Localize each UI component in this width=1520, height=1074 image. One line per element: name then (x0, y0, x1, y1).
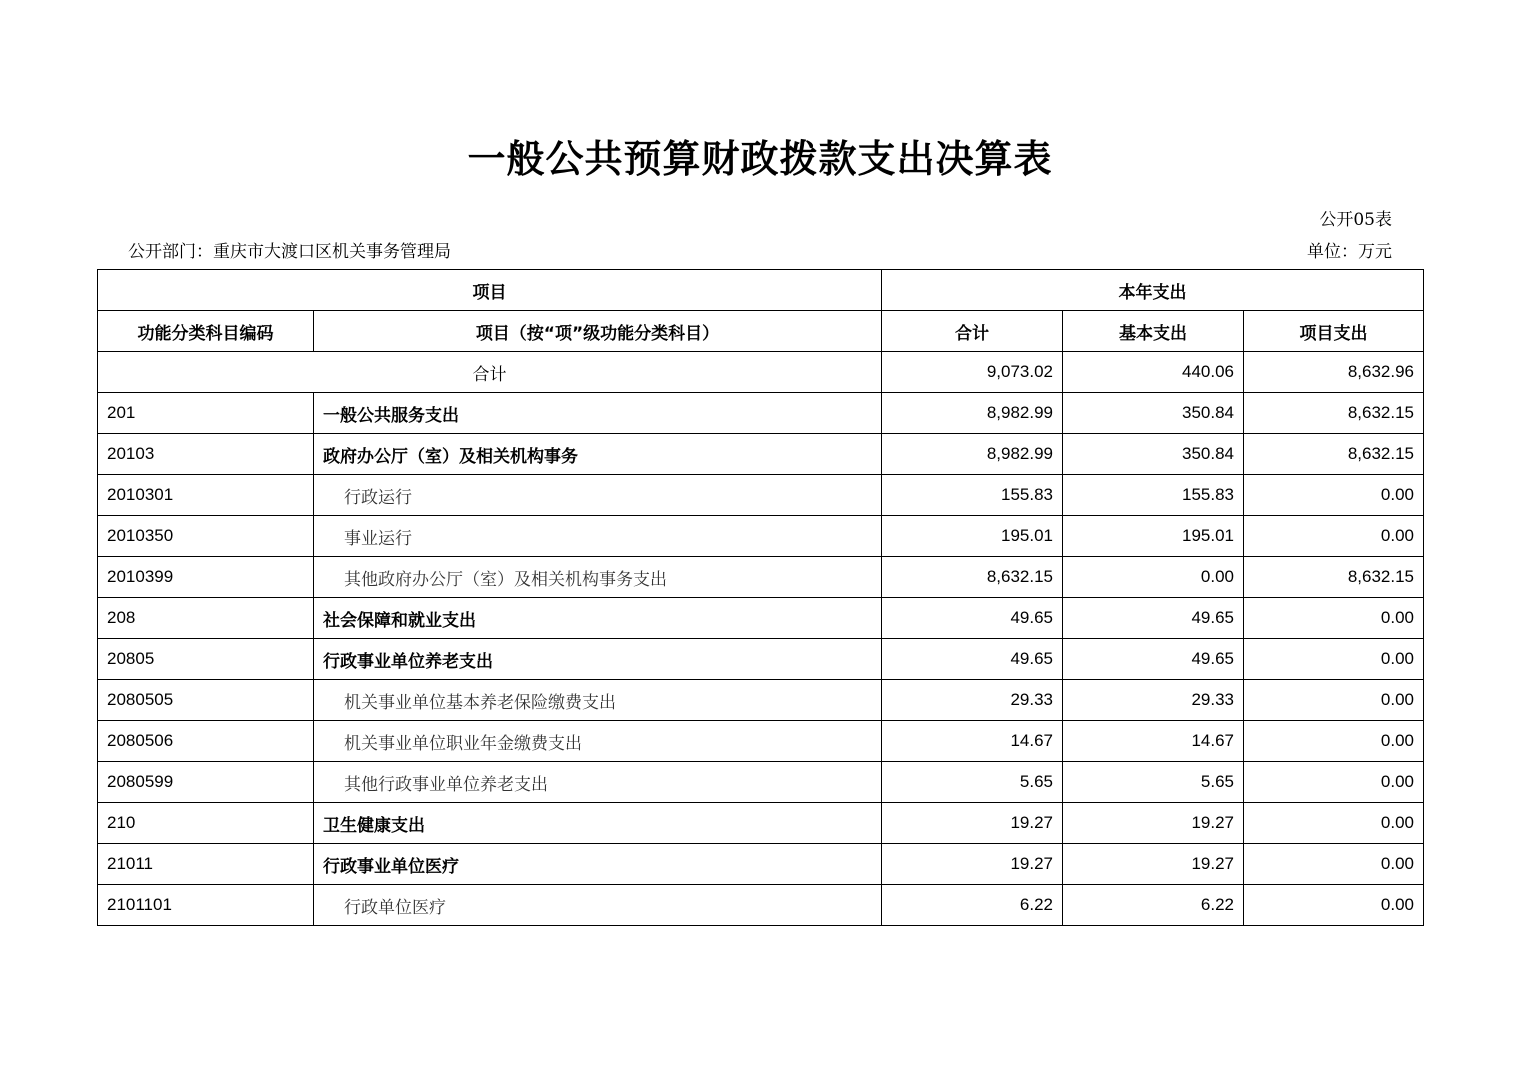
page-title: 一般公共预算财政拨款支出决算表 (467, 137, 1053, 181)
row-code: 2010301 (98, 475, 314, 516)
table-row (98, 803, 1424, 844)
row-code: 210 (98, 803, 314, 844)
table-row (98, 680, 1424, 721)
row-project: 8,632.15 (1244, 557, 1424, 598)
row-basic: 19.27 (1063, 844, 1244, 885)
table-row (98, 885, 1424, 926)
header-project: 项目支出 (1244, 311, 1424, 352)
header-row-2 (98, 311, 1424, 352)
row-basic: 19.27 (1063, 803, 1244, 844)
row-total: 14.67 (882, 721, 1063, 762)
row-code: 2080506 (98, 721, 314, 762)
row-code: 20103 (98, 434, 314, 475)
row-total: 5.65 (882, 762, 1063, 803)
row-total: 49.65 (882, 639, 1063, 680)
row-total: 19.27 (882, 803, 1063, 844)
row-name: 行政单位医疗 (314, 885, 882, 926)
row-total: 195.01 (882, 516, 1063, 557)
row-total: 8,632.15 (882, 557, 1063, 598)
row-total: 155.83 (882, 475, 1063, 516)
row-basic: 195.01 (1063, 516, 1244, 557)
row-code: 21011 (98, 844, 314, 885)
row-total: 19.27 (882, 844, 1063, 885)
row-project: 0.00 (1244, 475, 1424, 516)
row-code: 201 (98, 393, 314, 434)
row-name: 机关事业单位基本养老保险缴费支出 (314, 680, 882, 721)
row-basic: 350.84 (1063, 434, 1244, 475)
header-basic: 基本支出 (1063, 311, 1244, 352)
table-row (98, 762, 1424, 803)
unit-label: 单位：万元 (1307, 242, 1392, 262)
form-number: 公开05表 (1319, 210, 1392, 230)
row-basic: 6.22 (1063, 885, 1244, 926)
row-name: 社会保障和就业支出 (314, 598, 882, 639)
header-row-1 (98, 270, 1424, 311)
header-total: 合计 (882, 311, 1063, 352)
row-basic: 29.33 (1063, 680, 1244, 721)
header-current-year: 本年支出 (882, 270, 1424, 311)
row-code: 20805 (98, 639, 314, 680)
row-code: 208 (98, 598, 314, 639)
row-code: 2080599 (98, 762, 314, 803)
row-basic: 155.83 (1063, 475, 1244, 516)
table-row (98, 598, 1424, 639)
row-project: 0.00 (1244, 721, 1424, 762)
row-total: 8,982.99 (882, 434, 1063, 475)
row-basic: 49.65 (1063, 639, 1244, 680)
row-basic: 5.65 (1063, 762, 1244, 803)
row-project: 0.00 (1244, 680, 1424, 721)
table-row (98, 721, 1424, 762)
table-row (98, 557, 1424, 598)
row-project: 0.00 (1244, 762, 1424, 803)
row-name: 行政事业单位医疗 (314, 844, 882, 885)
table-row (98, 844, 1424, 885)
row-code: 2080505 (98, 680, 314, 721)
table-row (98, 516, 1424, 557)
header-item: 项目 (98, 270, 882, 311)
row-project: 0.00 (1244, 516, 1424, 557)
total-label: 合计 (98, 352, 882, 393)
header-name: 项目（按“项”级功能分类科目） (314, 311, 882, 352)
row-project: 8,632.15 (1244, 393, 1424, 434)
table-row (98, 475, 1424, 516)
header-code: 功能分类科目编码 (98, 311, 314, 352)
row-name: 政府办公厅（室）及相关机构事务 (314, 434, 882, 475)
row-code: 2010399 (98, 557, 314, 598)
department-label: 公开部门：重庆市大渡口区机关事务管理局 (128, 242, 451, 262)
total-basic: 440.06 (1063, 352, 1244, 393)
row-name: 事业运行 (314, 516, 882, 557)
row-total: 8,982.99 (882, 393, 1063, 434)
table-row (98, 434, 1424, 475)
row-name: 卫生健康支出 (314, 803, 882, 844)
total-total: 9,073.02 (882, 352, 1063, 393)
row-project: 0.00 (1244, 803, 1424, 844)
row-name: 其他行政事业单位养老支出 (314, 762, 882, 803)
total-row (98, 352, 1424, 393)
row-basic: 0.00 (1063, 557, 1244, 598)
row-project: 0.00 (1244, 844, 1424, 885)
expenditure-table (97, 269, 1424, 926)
row-project: 0.00 (1244, 885, 1424, 926)
row-total: 49.65 (882, 598, 1063, 639)
table-row (98, 639, 1424, 680)
row-basic: 49.65 (1063, 598, 1244, 639)
row-project: 8,632.15 (1244, 434, 1424, 475)
row-project: 0.00 (1244, 639, 1424, 680)
row-total: 29.33 (882, 680, 1063, 721)
table-row (98, 393, 1424, 434)
row-name: 行政运行 (314, 475, 882, 516)
row-basic: 350.84 (1063, 393, 1244, 434)
row-code: 2010350 (98, 516, 314, 557)
row-code: 2101101 (98, 885, 314, 926)
row-project: 0.00 (1244, 598, 1424, 639)
row-name: 其他政府办公厅（室）及相关机构事务支出 (314, 557, 882, 598)
row-total: 6.22 (882, 885, 1063, 926)
row-name: 机关事业单位职业年金缴费支出 (314, 721, 882, 762)
total-project: 8,632.96 (1244, 352, 1424, 393)
row-name: 行政事业单位养老支出 (314, 639, 882, 680)
row-basic: 14.67 (1063, 721, 1244, 762)
row-name: 一般公共服务支出 (314, 393, 882, 434)
